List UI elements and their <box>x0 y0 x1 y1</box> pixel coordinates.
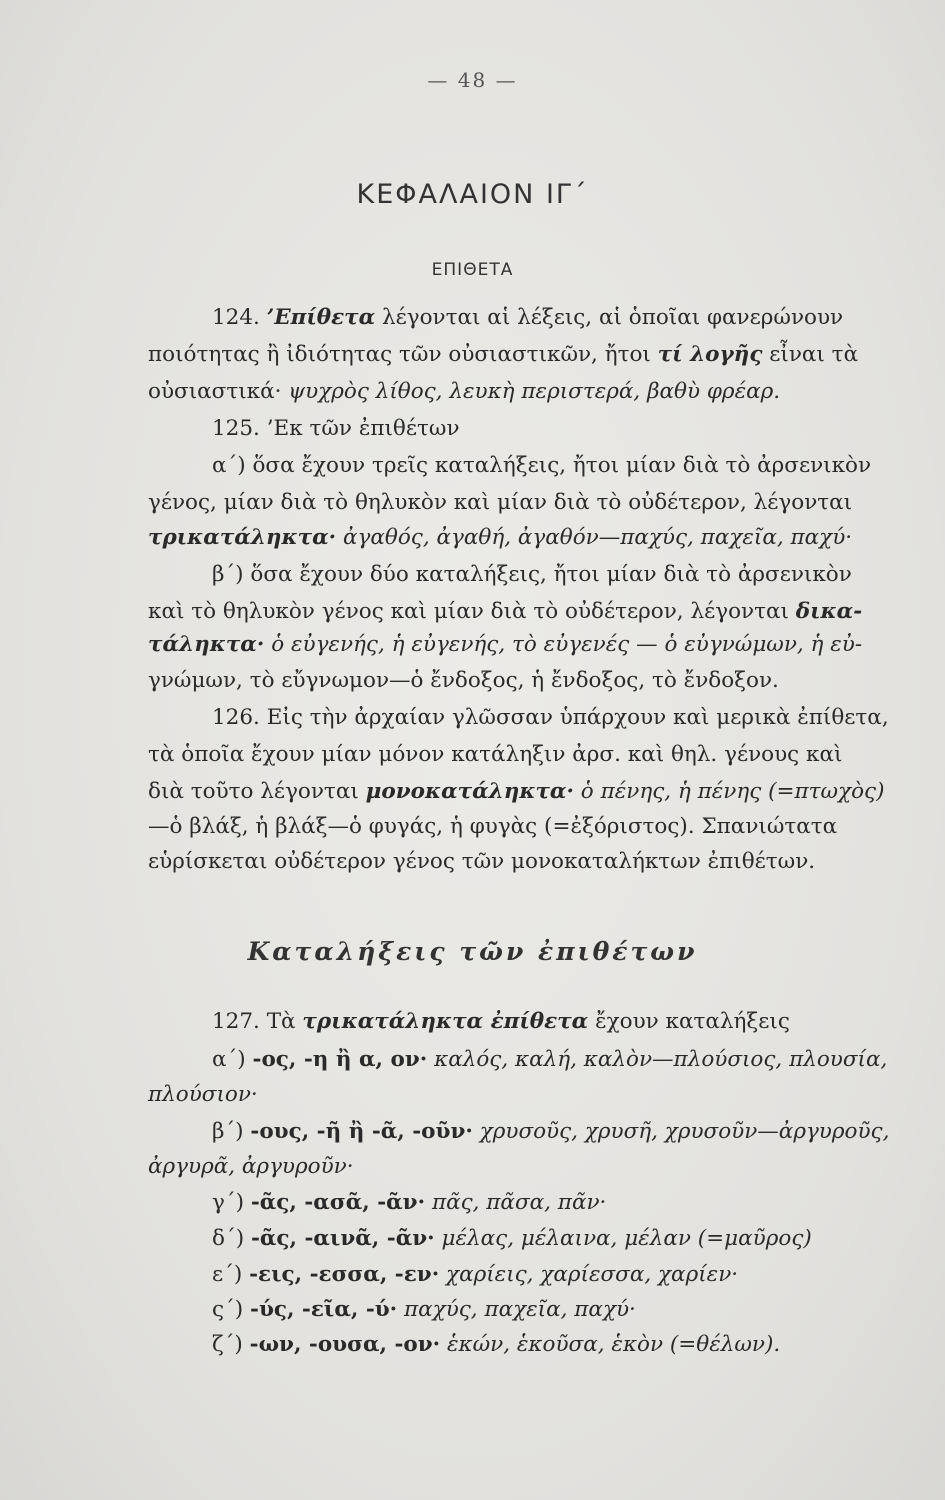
p125-line-1: 125. ’Εκ τῶν ἐπιθέτων <box>212 416 460 441</box>
p125-line-6 <box>148 597 928 627</box>
p127-item-e <box>212 1260 945 1290</box>
p127-line-1 <box>212 1007 945 1037</box>
item-label-e: ε΄) <box>212 1262 243 1287</box>
item-label-c: γ΄) <box>212 1190 244 1215</box>
p124-number: 124. <box>212 305 260 330</box>
p125-line-4 <box>148 523 928 553</box>
p127-item-d <box>212 1224 945 1254</box>
ending-g: -ων, -ουσα, -ον· <box>249 1332 441 1357</box>
ending-a: -ος, -η ἢ α, ον· <box>252 1047 428 1072</box>
item-label-d: δ΄) <box>212 1226 245 1251</box>
p125-line-3: γένος, μίαν διὰ τὸ θηλυκὸν καὶ μίαν διὰ τὸ οὐδέτερον, λέγονται <box>148 490 853 515</box>
subheading: Καταλήξεις τῶν ἐπιθέτων <box>247 937 698 966</box>
p127-term: τρικατάληκτα ἐπίθετα <box>302 1009 589 1034</box>
p127-item-f <box>212 1295 945 1325</box>
examples-e: χαρίεις, χαρίεσσα, χαρίεν· <box>446 1262 739 1287</box>
p126-line-4: —ὁ βλάξ, ἡ βλάξ—ὁ φυγάς, ἡ φυγὰς (=ἐξόριστος). Σπανιώτατα <box>148 814 838 839</box>
p124-line-3 <box>148 377 928 407</box>
p126-term-monokatalikta: μονοκατάληκτα· <box>365 779 574 804</box>
p124-line2-text: ποιότητας ἢ ἰδιότητας τῶν οὐσιαστικῶν, ἤτοι <box>148 342 651 367</box>
p125-term-trikatalikta: τρικατάληκτα· <box>148 525 337 550</box>
ending-c: -ᾶς, -ασᾶ, -ᾶν· <box>250 1190 426 1215</box>
examples-a: καλός, καλή, καλὸν—πλούσιος, πλουσία, <box>434 1047 888 1072</box>
ending-e: -εις, -εσσα, -εν· <box>249 1262 440 1287</box>
item-label-b: β΄) <box>212 1119 244 1144</box>
p124-line3-text: οὐσιαστικά· <box>148 379 282 404</box>
item-label-f: ς΄) <box>212 1297 244 1322</box>
examples-d: μέλας, μέλαινα, μέλαν (=μαῦρος) <box>441 1226 812 1251</box>
item-label-a: α΄) <box>212 1047 246 1072</box>
page-number: — 48 — <box>427 68 518 92</box>
p125-examples-2: ὁ εὐγενής, ἡ εὐγενής, τὸ εὐγενές — ὁ εὐγνώμων, ἡ εὐ- <box>271 632 863 657</box>
p127-item-b-cont <box>148 1152 928 1182</box>
examples-b: χρυσοῦς, χρυσῆ, χρυσοῦν—ἀργυροῦς, <box>479 1119 890 1144</box>
p125-term-dikatalikta-b: τάληκτα· <box>148 632 265 657</box>
p127-item-a-cont <box>148 1080 928 1110</box>
p125-examples-1: ἀγαθός, ἀγαθή, ἀγαθόν—παχύς, παχεῖα, παχύ· <box>343 525 853 550</box>
p125-line-7 <box>148 630 928 660</box>
ending-f: -ύς, -εῖα, -ύ· <box>250 1297 398 1322</box>
ending-b: -ους, -ῆ ἢ -ᾶ, -οῦν· <box>250 1119 473 1144</box>
p127-item-c <box>212 1188 945 1218</box>
p124-line1-rest: λέγονται αἱ λέξεις, αἱ ὁποῖαι φανερώνουν <box>382 305 844 330</box>
p126-line-3 <box>148 777 928 807</box>
p124-examples: ψυχρὸς λίθος, λευκὴ περιστερά, βαθὺ φρέαρ. <box>288 379 781 404</box>
p126-examples-1: ὁ πένης, ἡ πένης (=πτωχὸς) <box>580 779 885 804</box>
section-title: ΕΠΙΘΕΤΑ <box>431 260 514 280</box>
examples-c: πᾶς, πᾶσα, πᾶν· <box>431 1190 607 1215</box>
p126-line-2: τὰ ὁποῖα ἔχουν μίαν μόνον κατάληξιν ἀρσ. καὶ θηλ. γένους καὶ <box>148 742 843 767</box>
p125-line6-text: καὶ τὸ θηλυκὸν γένος καὶ μίαν διὰ τὸ οὐδέτερον, λέγονται <box>148 599 789 624</box>
p124-line-1 <box>212 303 945 333</box>
p126-line-1: 126. Εἰς τὴν ἀρχαίαν γλῶσσαν ὑπάρχουν καὶ μερικὰ ἐπίθετα, <box>212 705 889 730</box>
p124-emphasis: τί λογῆς <box>657 342 763 367</box>
p127-item-a <box>212 1045 945 1075</box>
item-label-g: ζ΄) <box>212 1332 243 1357</box>
ending-d: -ᾶς, -αινᾶ, -ᾶν· <box>250 1226 435 1251</box>
examples-b-cont: ἀργυρᾶ, ἀργυροῦν· <box>148 1154 354 1179</box>
p125-line-8: γνώμων, τὸ εὔγνωμον—ὁ ἔνδοξος, ἡ ἔνδοξος, τὸ ἔνδοξον. <box>148 668 779 693</box>
p127-intro: 127. Τὰ <box>212 1009 296 1034</box>
p127-intro-end: ἔχουν καταλήξεις <box>595 1009 790 1034</box>
p125-line-5: β΄) ὅσα ἔχουν δύο καταλήξεις, ἤτοι μίαν διὰ τὸ ἀρσενικὸν <box>212 562 852 587</box>
p125-line-2: α΄) ὅσα ἔχουν τρεῖς καταλήξεις, ἤτοι μίαν διὰ τὸ ἀρσενικὸν <box>212 453 872 478</box>
p126-line3-text: διὰ τοῦτο λέγονται <box>148 779 359 804</box>
p126-line-5: εὑρίσκεται οὐδέτερον γένος τῶν μονοκαταλήκτων ἐπιθέτων. <box>148 849 816 874</box>
examples-a-cont: πλούσιον· <box>148 1082 258 1107</box>
p124-line2-end: εἶναι τὰ <box>769 342 859 367</box>
p127-item-b <box>212 1117 945 1147</box>
examples-g: ἑκών, ἑκοῦσα, ἑκὸν (=θέλων). <box>446 1332 781 1357</box>
p125-term-dikatalikta-a: δικα- <box>795 599 863 624</box>
p124-term: ’Επίθετα <box>266 305 376 330</box>
p127-item-g <box>212 1330 945 1360</box>
chapter-title: ΚΕΦΑΛΑΙΟΝ ΙΓ΄ <box>356 179 589 210</box>
p124-line-2 <box>148 340 928 370</box>
examples-f: παχύς, παχεῖα, παχύ· <box>404 1297 636 1322</box>
